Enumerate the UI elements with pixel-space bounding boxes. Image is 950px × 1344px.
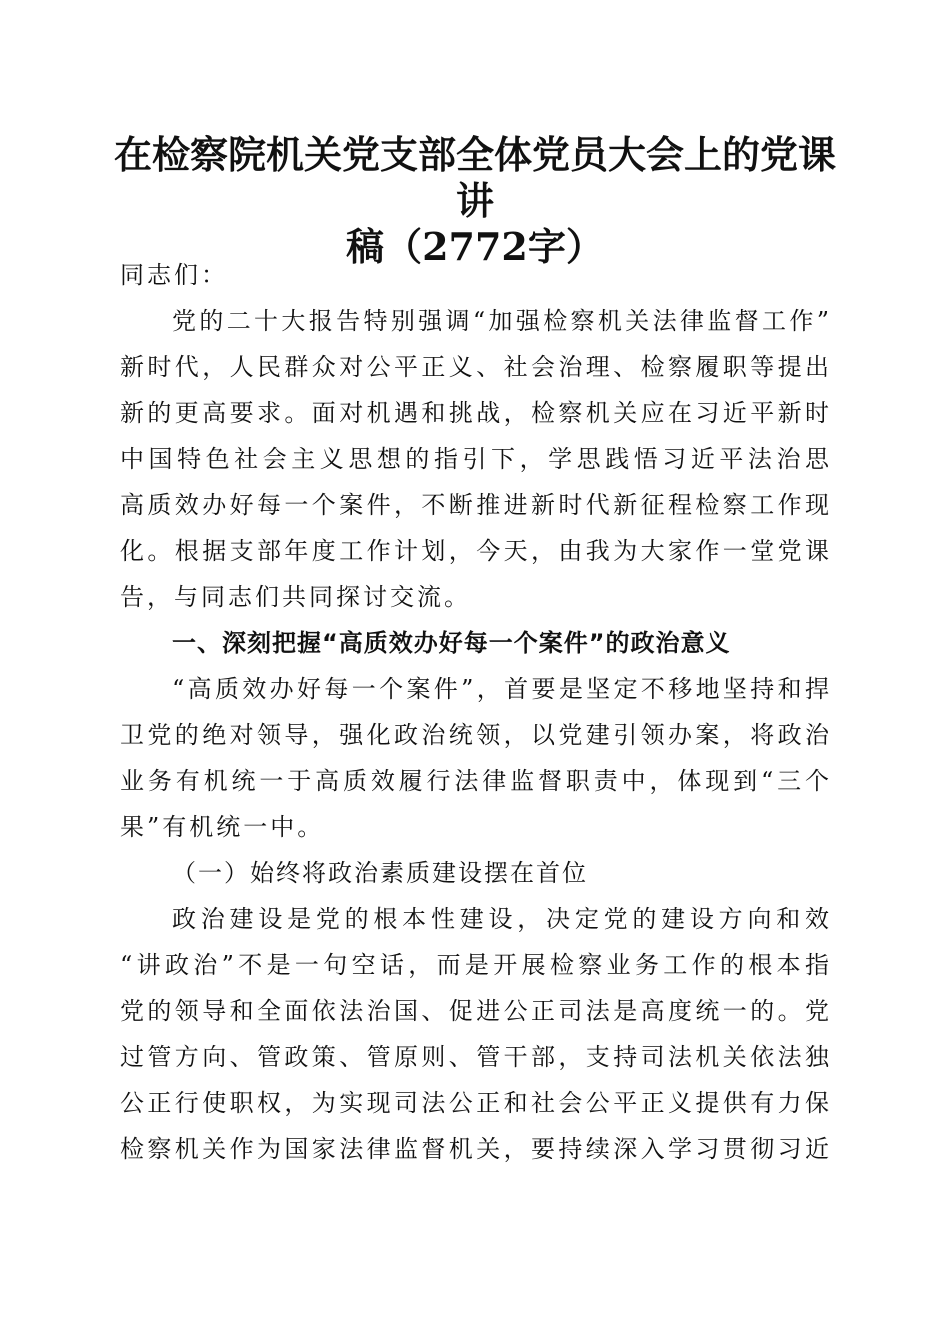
salutation: 同志们： (120, 261, 228, 289)
paragraph-line: 新的更高要求。面对机遇和挑战，检察机关应在习近平新时 (120, 399, 832, 427)
paragraph-line: “讲政治”不是一句空话，而是开展检察业务工作的根本指 (120, 951, 832, 979)
paragraph-line: 中国特色社会主义思想的指引下，学思践悟习近平法治思 (120, 445, 832, 473)
paragraph-line: 党的二十大报告特别强调“加强检察机关法律监督工作” (172, 307, 832, 335)
subsection-heading: （一）始终将政治素质建设摆在首位 (172, 859, 588, 887)
paragraph-line: 卫党的绝对领导，强化政治统领，以党建引领办案，将政治 (120, 721, 832, 749)
paragraph-line: 政治建设是党的根本性建设，决定党的建设方向和效 (172, 905, 832, 933)
paragraph-line: 党的领导和全面依法治国、促进公正司法是高度统一的。党 (120, 997, 832, 1025)
paragraph-line: 告，与同志们共同探讨交流。 (120, 583, 471, 611)
paragraph-line: 化。根据支部年度工作计划，今天，由我为大家作一堂党课 (120, 537, 832, 565)
document-body (120, 252, 832, 1172)
paragraph-line: 高质效办好每一个案件，不断推进新时代新征程检察工作现 (120, 491, 832, 519)
paragraph-line: 新时代，人民群众对公平正义、社会治理、检察履职等提出 (120, 353, 832, 381)
title-line-1: 在检察院机关党支部全体党员大会上的党课讲 (113, 132, 836, 223)
paragraph-line: 业务有机统一于高质效履行法律监督职责中，体现到“三个 (120, 767, 832, 795)
paragraph-line: 公正行使职权，为实现司法公正和社会公平正义提供有力保 (120, 1089, 832, 1117)
section-heading: 一、深刻把握“高质效办好每一个案件”的政治意义 (172, 629, 731, 657)
title-line-2: 稿（2772字） (346, 224, 604, 269)
document-title (110, 132, 840, 270)
paragraph-line: 过管方向、管政策、管原则、管干部，支持司法机关依法独 (120, 1043, 832, 1071)
paragraph-line: 检察机关作为国家法律监督机关，要持续深入学习贯彻习近 (120, 1135, 832, 1163)
paragraph-line: 果”有机统一中。 (120, 813, 325, 841)
paragraph-line: “高质效办好每一个案件”，首要是坚定不移地坚持和捍 (172, 675, 832, 703)
